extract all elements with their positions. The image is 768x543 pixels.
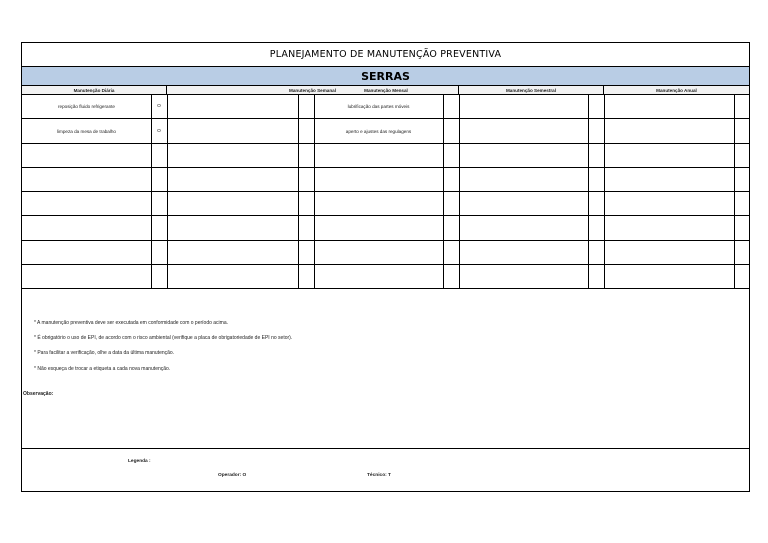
- document-title: PLANEJAMENTO DE MANUTENÇÃO PREVENTIVA: [22, 43, 749, 67]
- grid-divider: [298, 95, 299, 289]
- observation-label: Observação:: [23, 391, 54, 397]
- maintenance-grid: [22, 95, 749, 289]
- note-line: * É obrigatório o uso de EPI, de acordo com o risco ambiental (verifique a placa de obrigatoriedade de EPI no setor).: [34, 335, 293, 341]
- column-header-annual: Manutenção Anual: [656, 87, 697, 93]
- note-line: * A manutenção preventiva deve ser executada em conformidade com o período acima.: [34, 320, 229, 326]
- equipment-title: SERRAS: [22, 67, 749, 86]
- legend-section: [22, 448, 749, 491]
- daily-frequency-cell: O: [157, 128, 161, 134]
- monthly-task-cell: aperto e ajustes das regulagens: [345, 128, 412, 134]
- notes-section: [22, 290, 749, 448]
- column-header-semestral: Manutenção Semestral: [459, 86, 604, 94]
- daily-frequency-cell: O: [157, 104, 161, 109]
- column-header-monthly: Manutenção Mensal: [314, 86, 459, 94]
- grid-divider: [459, 95, 460, 289]
- daily-task-cell: limpeza da mesa de trabalho: [57, 128, 116, 134]
- row-divider: [22, 167, 749, 168]
- note-line: * Para facilitar a verificação, olhe a data da última manutenção.: [34, 350, 175, 356]
- legend-operator: Operador: O: [218, 473, 247, 478]
- row-divider: [22, 191, 749, 192]
- legend-technician: Técnico: T: [367, 473, 391, 478]
- column-header-row: [22, 86, 749, 95]
- row-divider: [22, 264, 749, 265]
- column-header-weekly: Manutenção Semanal: [167, 86, 459, 94]
- grid-divider: [167, 95, 168, 289]
- grid-divider: [588, 95, 589, 289]
- legend-label: Legenda :: [128, 459, 151, 464]
- daily-task-cell: reposição fluido refrigerante: [58, 104, 115, 109]
- column-header-daily: Manutenção Diária: [22, 86, 167, 94]
- grid-divider: [443, 95, 444, 289]
- grid-divider: [734, 95, 735, 289]
- grid-divider: [604, 95, 605, 289]
- monthly-task-cell: lubrificação das partes móveis: [347, 104, 410, 109]
- row-divider: [22, 215, 749, 216]
- maintenance-sheet: [21, 42, 750, 492]
- row-divider: [22, 288, 749, 289]
- row-divider: [22, 240, 749, 241]
- row-divider: [22, 143, 749, 144]
- note-line: * Não esqueça de trocar a etiqueta a cada nova manutenção.: [34, 366, 171, 372]
